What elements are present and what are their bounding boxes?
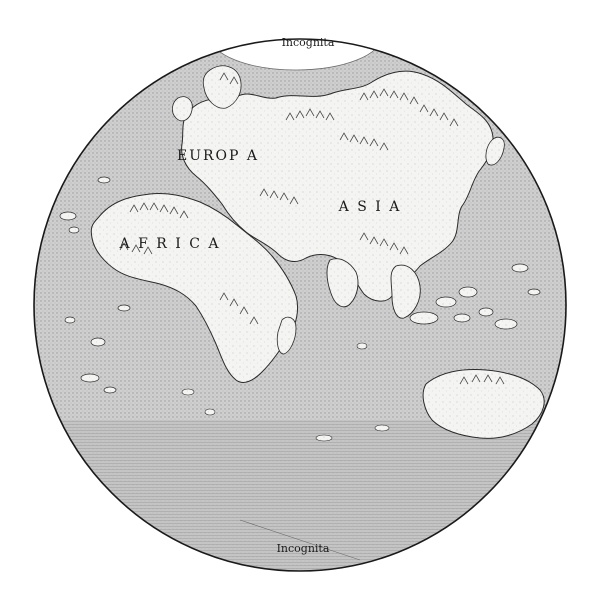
label-africa: A F R I C A: [119, 236, 221, 252]
label-incognita-south: Incognita: [276, 542, 330, 555]
british-isles: [172, 97, 192, 121]
southern-ocean: [0, 420, 600, 591]
label-asia: A S I A: [338, 199, 402, 215]
label-europa: EUROP A: [176, 148, 260, 164]
label-incognita-north: Incognita: [281, 36, 335, 49]
